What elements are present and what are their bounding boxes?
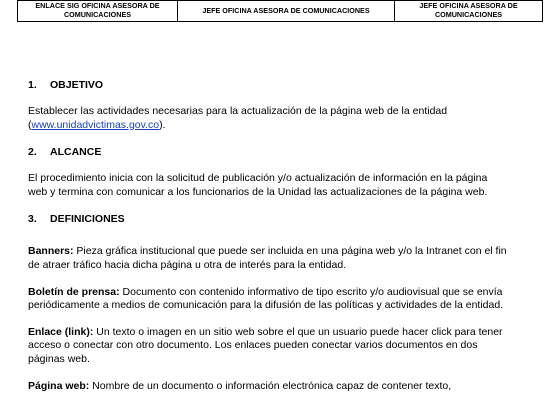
section-heading-alcance	[28, 145, 508, 159]
section-number: 3.	[28, 213, 37, 226]
header-cell-jefe-right: JEFE OFICINA ASESORA DE COMUNICACIONES	[395, 1, 543, 22]
section-title: ALCANCE	[50, 146, 102, 159]
link-open-paren: (	[28, 118, 32, 131]
website-link[interactable]: www.unidadvictimas.gov.co	[31, 118, 160, 131]
alcance-paragraph: El procedimiento inicia con la solicitud de publicación y/o actualización de información en la página web y termina con comunicar a los funcionarios de la Unidad las actualizaciones de la página web.	[28, 172, 488, 198]
definition-text: Nombre de un documento o información electrónica capaz de contener texto,	[89, 379, 452, 392]
section-number: 1.	[28, 79, 37, 91]
approval-header-row	[18, 1, 543, 22]
header-cell-jefe-center: JEFE OFICINA ASESORA DE COMUNICACIONES	[178, 1, 395, 22]
section-number: 2.	[28, 146, 37, 159]
section-heading-definiciones	[28, 212, 508, 226]
definition-text: Documento con contenido informativo de tipo escrito y/o audiovisual que se envía periódicamente a medios de comunicación para la difusión de las políticas y actividades de la entidad.	[28, 285, 504, 312]
definition-term: Página web:	[28, 379, 90, 392]
section-heading-objetivo	[28, 78, 508, 92]
definition-item-pagina-web	[28, 380, 508, 394]
definition-item-banners	[28, 245, 508, 272]
document-body	[28, 78, 508, 393]
definition-item-enlace	[28, 326, 508, 367]
definition-term: Enlace (link):	[28, 325, 94, 338]
objetivo-text: Establecer las actividades necesarias para la actualización de la página web de la entidad	[28, 105, 448, 117]
header-cell-enlace-sig: ENLACE SIG OFICINA ASESORA DE COMUNICACIONES	[18, 1, 178, 22]
link-close-paren: ).	[159, 118, 166, 131]
definition-text: Un texto o imagen en un sitio web sobre el que un usuario puede hacer click para tener acceso o conectar con otro documento. Los enlaces pueden conectar varios documentos en dos páginas web.	[28, 325, 503, 365]
definition-term: Boletín de prensa:	[28, 285, 120, 298]
definition-term: Banners:	[28, 245, 74, 258]
approval-header-table	[17, 0, 543, 22]
section-title: DEFINICIONES	[50, 213, 125, 226]
section-title: OBJETIVO	[50, 79, 104, 91]
objetivo-paragraph	[28, 105, 508, 132]
definition-item-boletin	[28, 286, 508, 313]
definition-text: Pieza gráfica institucional que puede ser incluida en una página web y/o la Intranet con el fin de atraer tráfico hacia dicha página u otra de interés para la entidad.	[28, 245, 507, 271]
